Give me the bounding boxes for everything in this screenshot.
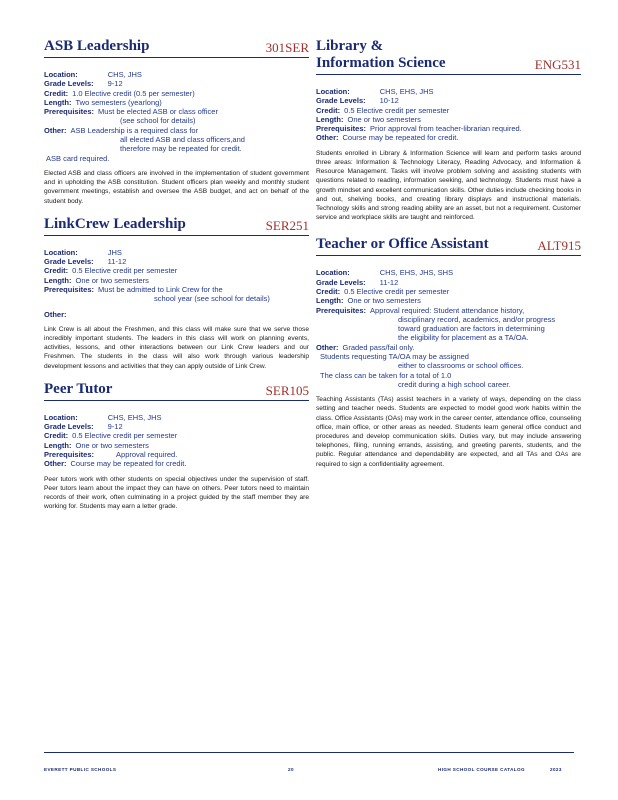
- course-library-information-science: [316, 38, 581, 222]
- location-row: [44, 413, 309, 422]
- length-label: Length:: [316, 296, 344, 306]
- prereq-label: Prerequisites:: [316, 124, 367, 134]
- course-description: Link Crew is all about the Freshmen, and this class will make sure that we serve those incredibly important students. The leaders in this class will work on planning events, activities, lessons, and other interactions between our Link Crew leaders and our Freshmen. The students in the class will also work through various leadership development lessons and activities that they can apply outside of Link Crew.: [44, 325, 309, 370]
- credit-value: 0.5 Elective credit per semester: [72, 266, 178, 276]
- credit-row: [44, 431, 309, 440]
- course-header: [44, 381, 309, 401]
- location-label: Location:: [44, 247, 78, 257]
- course-description: Elected ASB and class officers are involved in the implementation of student government and in upholding the ASB constitution. Student officers plan weekly and monthly student government meetings, establish and oversee the ASB budget, and act on behalf of the student body.: [44, 169, 309, 205]
- credit-value: 0.5 Elective credit per semester: [72, 431, 178, 441]
- other-row: [316, 133, 581, 142]
- course-peer-tutor: [44, 381, 309, 512]
- location-value: CHS, EHS, JHS: [379, 87, 434, 96]
- course-code: SER251: [265, 217, 309, 233]
- location-label: Location:: [316, 268, 350, 278]
- length-value: One or two semesters: [75, 440, 149, 450]
- credit-label: Credit:: [316, 287, 341, 296]
- course-title: Library & Information Science: [316, 38, 446, 71]
- grade-label: Grade Levels:: [316, 96, 366, 106]
- location-value: CHS, EHS, JHS: [107, 412, 162, 422]
- prereq-row: [44, 107, 309, 116]
- credit-value: 0.5 Elective credit per semester: [344, 105, 450, 115]
- footer-catalog: HIGH SCHOOL COURSE CATALOG: [438, 767, 525, 772]
- grade-label: Grade Levels:: [316, 277, 366, 287]
- prereq-label: Prerequisites:: [44, 284, 95, 294]
- prereq-row: [316, 124, 581, 133]
- credit-label: Credit:: [44, 431, 69, 441]
- other-row: [44, 126, 309, 135]
- credit-label: Credit:: [44, 88, 69, 98]
- grade-value: 9-12: [107, 422, 123, 432]
- prereq-value: Must be elected ASB or class officer: [98, 107, 218, 117]
- grade-value: 11-12: [107, 257, 127, 267]
- other-row: [316, 343, 581, 352]
- prereq-cont: toward graduation are factors in determining: [398, 324, 545, 334]
- course-asb-leadership: [44, 38, 309, 206]
- prereq-cont: disciplinary record, academics, and/or progress: [398, 314, 556, 324]
- grade-row: [44, 79, 309, 88]
- grade-row: [44, 422, 309, 431]
- prereq-row: [44, 285, 309, 294]
- credit-label: Credit:: [44, 266, 69, 276]
- other-label: Other:: [316, 342, 339, 352]
- location-label: Location:: [44, 412, 78, 422]
- other-cont: credit during a high school career.: [398, 379, 511, 389]
- location-row: [316, 87, 581, 96]
- length-value: One or two semesters: [75, 275, 149, 285]
- location-row: [44, 248, 309, 257]
- other-cont: The class can be taken for a total of 1.0: [320, 370, 452, 380]
- other-row: [44, 310, 309, 319]
- grade-row: [316, 278, 581, 287]
- grade-label: Grade Levels:: [44, 257, 94, 267]
- grade-row: [44, 257, 309, 266]
- course-title: Teacher or Office Assistant: [316, 236, 489, 253]
- location-row: [44, 70, 309, 79]
- prereq-row: [44, 450, 309, 459]
- prereq-cont: the eligibility for placement as a TA/OA.: [398, 333, 529, 343]
- right-column: [316, 38, 581, 479]
- course-code: 301SER: [265, 40, 309, 55]
- course-description: Teaching Assistants (TAs) assist teachers in a variety of ways, depending on the class setting and teacher needs. Students are expected to model good work habits within the class. Office Assistants (OAs) may work in the career center, attendance office, counseling office, main office, or other areas as needed. Students learn general office conduct and procedures and develop communication skills. Duties vary, but may include answering telephones, filing, running errands, assisting, and greeting parents, students, and the public. Regular attendance and dependability are expected, and all TAs and OAs are required to sign a confidentiality agreement.: [316, 396, 581, 468]
- credit-value: 1.0 Elective credit (0.5 per semester): [72, 88, 195, 98]
- course-fields: [44, 70, 309, 163]
- credit-row: [44, 89, 309, 98]
- footer-district: EVERETT PUBLIC SCHOOLS: [44, 767, 117, 772]
- other-label: Other:: [44, 459, 67, 469]
- length-row: [44, 276, 309, 285]
- length-label: Length:: [44, 97, 72, 107]
- course-title: Peer Tutor: [44, 380, 113, 397]
- credit-row: [44, 266, 309, 275]
- prereq-value: Must be admitted to Link Crew for the: [98, 284, 223, 294]
- footer-page-number: 20: [288, 767, 294, 772]
- grade-label: Grade Levels:: [44, 79, 94, 89]
- grade-row: [316, 96, 581, 105]
- page-footer: [44, 752, 574, 772]
- course-fields: [316, 268, 581, 389]
- course-title: ASB Leadership: [44, 38, 150, 54]
- other-label: Other:: [44, 309, 67, 319]
- course-description: Peer tutors work with other students on special objectives under the supervision of staff. Peer tutors learn about the impact they can have on others. Peer tutors need to maintain records of their work, often culminating in a project guided by the staff member they are working for. Students may earn a letter grade.: [44, 475, 309, 511]
- prereq-value: Approval required: Student attendance history,: [370, 305, 525, 315]
- length-value: One or two semesters: [347, 296, 421, 306]
- credit-row: [316, 106, 581, 115]
- other-cont: therefore may be repeated for credit.: [120, 144, 242, 154]
- location-label: Location:: [316, 87, 350, 96]
- length-row: [44, 441, 309, 450]
- other-cont: ASB card required.: [46, 153, 110, 163]
- prereq-label: Prerequisites:: [44, 107, 95, 117]
- length-label: Length:: [44, 275, 72, 285]
- length-label: Length:: [316, 114, 344, 124]
- course-fields: [44, 248, 309, 319]
- course-fields: [44, 413, 309, 469]
- prereq-cont: school year (see school for details): [154, 294, 270, 304]
- other-value: Course may be repeated for credit.: [70, 459, 187, 469]
- other-cont: either to classrooms or school offices.: [398, 361, 524, 371]
- length-row: [316, 115, 581, 124]
- course-header: [316, 38, 581, 75]
- course-teacher-office-assistant: [316, 236, 581, 468]
- location-value: JHS: [107, 247, 122, 257]
- other-value: ASB Leadership is a required class for: [70, 125, 199, 135]
- location-value: CHS, EHS, JHS, SHS: [379, 268, 454, 278]
- course-header: [316, 236, 581, 256]
- course-title: LinkCrew Leadership: [44, 215, 186, 232]
- prereq-cont: (see school for details): [120, 116, 196, 126]
- length-label: Length:: [44, 440, 72, 450]
- other-value: Graded pass/fail only.: [342, 342, 415, 352]
- length-row: [44, 98, 309, 107]
- length-value: Two semesters (yearlong): [75, 97, 162, 107]
- other-cont: Students requesting TA/OA may be assigned: [320, 352, 469, 362]
- course-header: [44, 216, 309, 236]
- prereq-row: [316, 306, 581, 315]
- credit-row: [316, 287, 581, 296]
- prereq-value: Approval required.: [116, 450, 178, 460]
- footer-year: 2023: [550, 767, 562, 772]
- prereq-value: Prior approval from teacher-librarian required.: [370, 124, 522, 134]
- grade-value: 9-12: [107, 79, 123, 89]
- grade-label: Grade Levels:: [44, 422, 94, 432]
- other-label: Other:: [316, 133, 339, 143]
- prereq-label: Prerequisites:: [316, 305, 367, 315]
- other-row: [44, 459, 309, 468]
- location-row: [316, 268, 581, 277]
- credit-value: 0.5 Elective credit per semester: [344, 287, 450, 296]
- other-value: Course may be repeated for credit.: [342, 133, 459, 143]
- course-code: ALT915: [537, 238, 581, 254]
- grade-value: 10-12: [379, 96, 399, 106]
- course-linkcrew-leadership: [44, 216, 309, 371]
- other-label: Other:: [44, 125, 67, 135]
- credit-label: Credit:: [316, 105, 341, 115]
- course-code: SER105: [265, 382, 309, 398]
- length-row: [316, 296, 581, 305]
- length-value: One or two semesters: [347, 114, 421, 124]
- left-column: [44, 38, 309, 521]
- other-cont: all elected ASB and class officers,and: [120, 135, 245, 145]
- location-value: CHS, JHS: [107, 70, 142, 79]
- location-label: Location:: [44, 70, 78, 79]
- course-description: Students enrolled in Library & Information Science will learn and perform tasks around three areas: Information & Technology Literacy, Reading Advocacy, and Information & Resource Management. Tasks will involve problem solving and assisting students with questions related to reading, information seeking, and technology. Students must have a growth mindset and excellent communication skills. Other duties include checking books in and out, shelving books, and creating library displays and instructional materials. Technology skills and strong reading ability are an asset, but not a requirement. Customer service and workplace skills are taught and reinforced.: [316, 149, 581, 222]
- grade-value: 11-12: [379, 277, 399, 287]
- course-fields: [316, 87, 581, 143]
- course-header: [44, 38, 309, 58]
- prereq-label: Prerequisites:: [44, 450, 95, 460]
- course-code: ENG531: [534, 57, 581, 72]
